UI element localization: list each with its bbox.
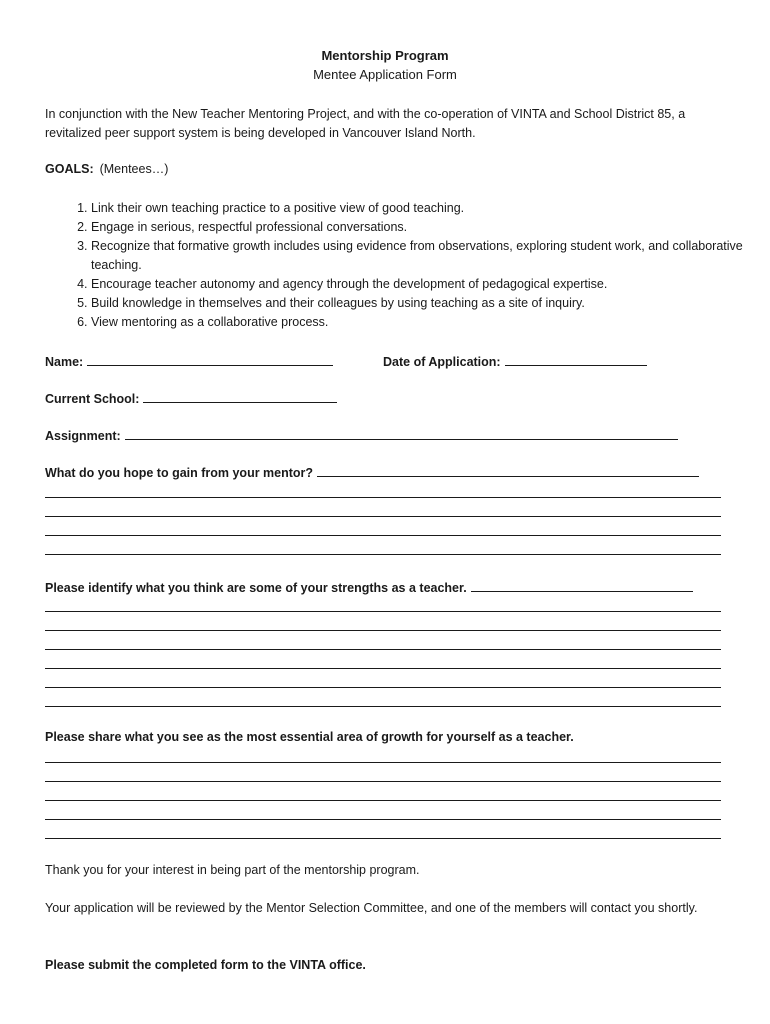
growth-answer-line[interactable] — [45, 762, 721, 763]
strengths-question-row — [45, 578, 693, 595]
name-field-row — [45, 352, 333, 369]
gain-answer-line[interactable] — [45, 516, 721, 517]
growth-question-row — [45, 730, 574, 744]
growth-answer-line[interactable] — [45, 838, 721, 839]
growth-answer-line[interactable] — [45, 819, 721, 820]
strengths-answer-line[interactable] — [45, 611, 721, 612]
goal-item: 6. View mentoring as a collaborative process. — [91, 313, 770, 332]
school-field-row — [45, 389, 337, 406]
goal-item: 4. Encourage teacher autonomy and agency through the development of pedagogical expertise. — [91, 275, 770, 294]
goals-heading — [45, 162, 168, 176]
gain-question-label: What do you hope to gain from your mentor? — [45, 466, 314, 480]
growth-question-label: Please share what you see as the most essential area of growth for yourself as a teacher. — [45, 730, 574, 744]
intro-paragraph: In conjunction with the New Teacher Mentoring Project, and with the co-operation of VINTA and School District 85, a revitalized peer support system is being developed in Vancouver Island North. — [45, 107, 686, 140]
growth-answer-line[interactable] — [45, 781, 721, 782]
date-label: Date of Application: — [383, 355, 501, 369]
goal-item: 2. Engage in serious, respectful professional conversations. — [91, 218, 770, 237]
review-text: Your application will be reviewed by the Mentor Selection Committee, and one of the members will contact you shortly. — [45, 901, 698, 915]
date-input-line[interactable] — [505, 352, 647, 366]
assignment-label: Assignment: — [45, 429, 121, 443]
thanks-text: Thank you for your interest in being part of the mentorship program. — [45, 863, 420, 877]
strengths-answer-line[interactable] — [45, 649, 721, 650]
gain-answer-line[interactable] — [45, 535, 721, 536]
submit-instruction: Please submit the completed form to the VINTA office. — [45, 958, 366, 972]
strengths-answer-line[interactable] — [45, 687, 721, 688]
goals-label: GOALS: — [45, 162, 94, 176]
goals-note: (Mentees…) — [99, 162, 169, 176]
goal-item: 3. Recognize that formative growth includes using evidence from observations, exploring student work, and collaborative teaching. — [91, 237, 770, 275]
goals-list — [45, 199, 770, 332]
date-field-row — [383, 352, 647, 369]
gain-answer-line[interactable] — [317, 463, 699, 477]
school-label: Current School: — [45, 392, 140, 406]
assignment-field-row — [45, 426, 678, 443]
strengths-answer-line[interactable] — [45, 630, 721, 631]
school-input-line[interactable] — [143, 389, 337, 403]
gain-answer-line[interactable] — [45, 497, 721, 498]
growth-answer-line[interactable] — [45, 800, 721, 801]
gain-answer-line[interactable] — [45, 554, 721, 555]
goal-item: 5. Build knowledge in themselves and their colleagues by using teaching as a site of inquiry. — [91, 294, 770, 313]
name-label: Name: — [45, 355, 84, 369]
form-subtitle: Mentee Application Form — [313, 67, 457, 82]
name-input-line[interactable] — [87, 352, 333, 366]
strengths-answer-line[interactable] — [45, 706, 721, 707]
goal-item: 1. Link their own teaching practice to a positive view of good teaching. — [91, 199, 770, 218]
strengths-answer-line[interactable] — [45, 668, 721, 669]
gain-question-row — [45, 463, 699, 480]
strengths-question-label: Please identify what you think are some of your strengths as a teacher. — [45, 581, 467, 595]
form-title: Mentorship Program — [321, 48, 449, 63]
strengths-answer-line[interactable] — [471, 578, 693, 592]
assignment-input-line[interactable] — [125, 426, 678, 440]
